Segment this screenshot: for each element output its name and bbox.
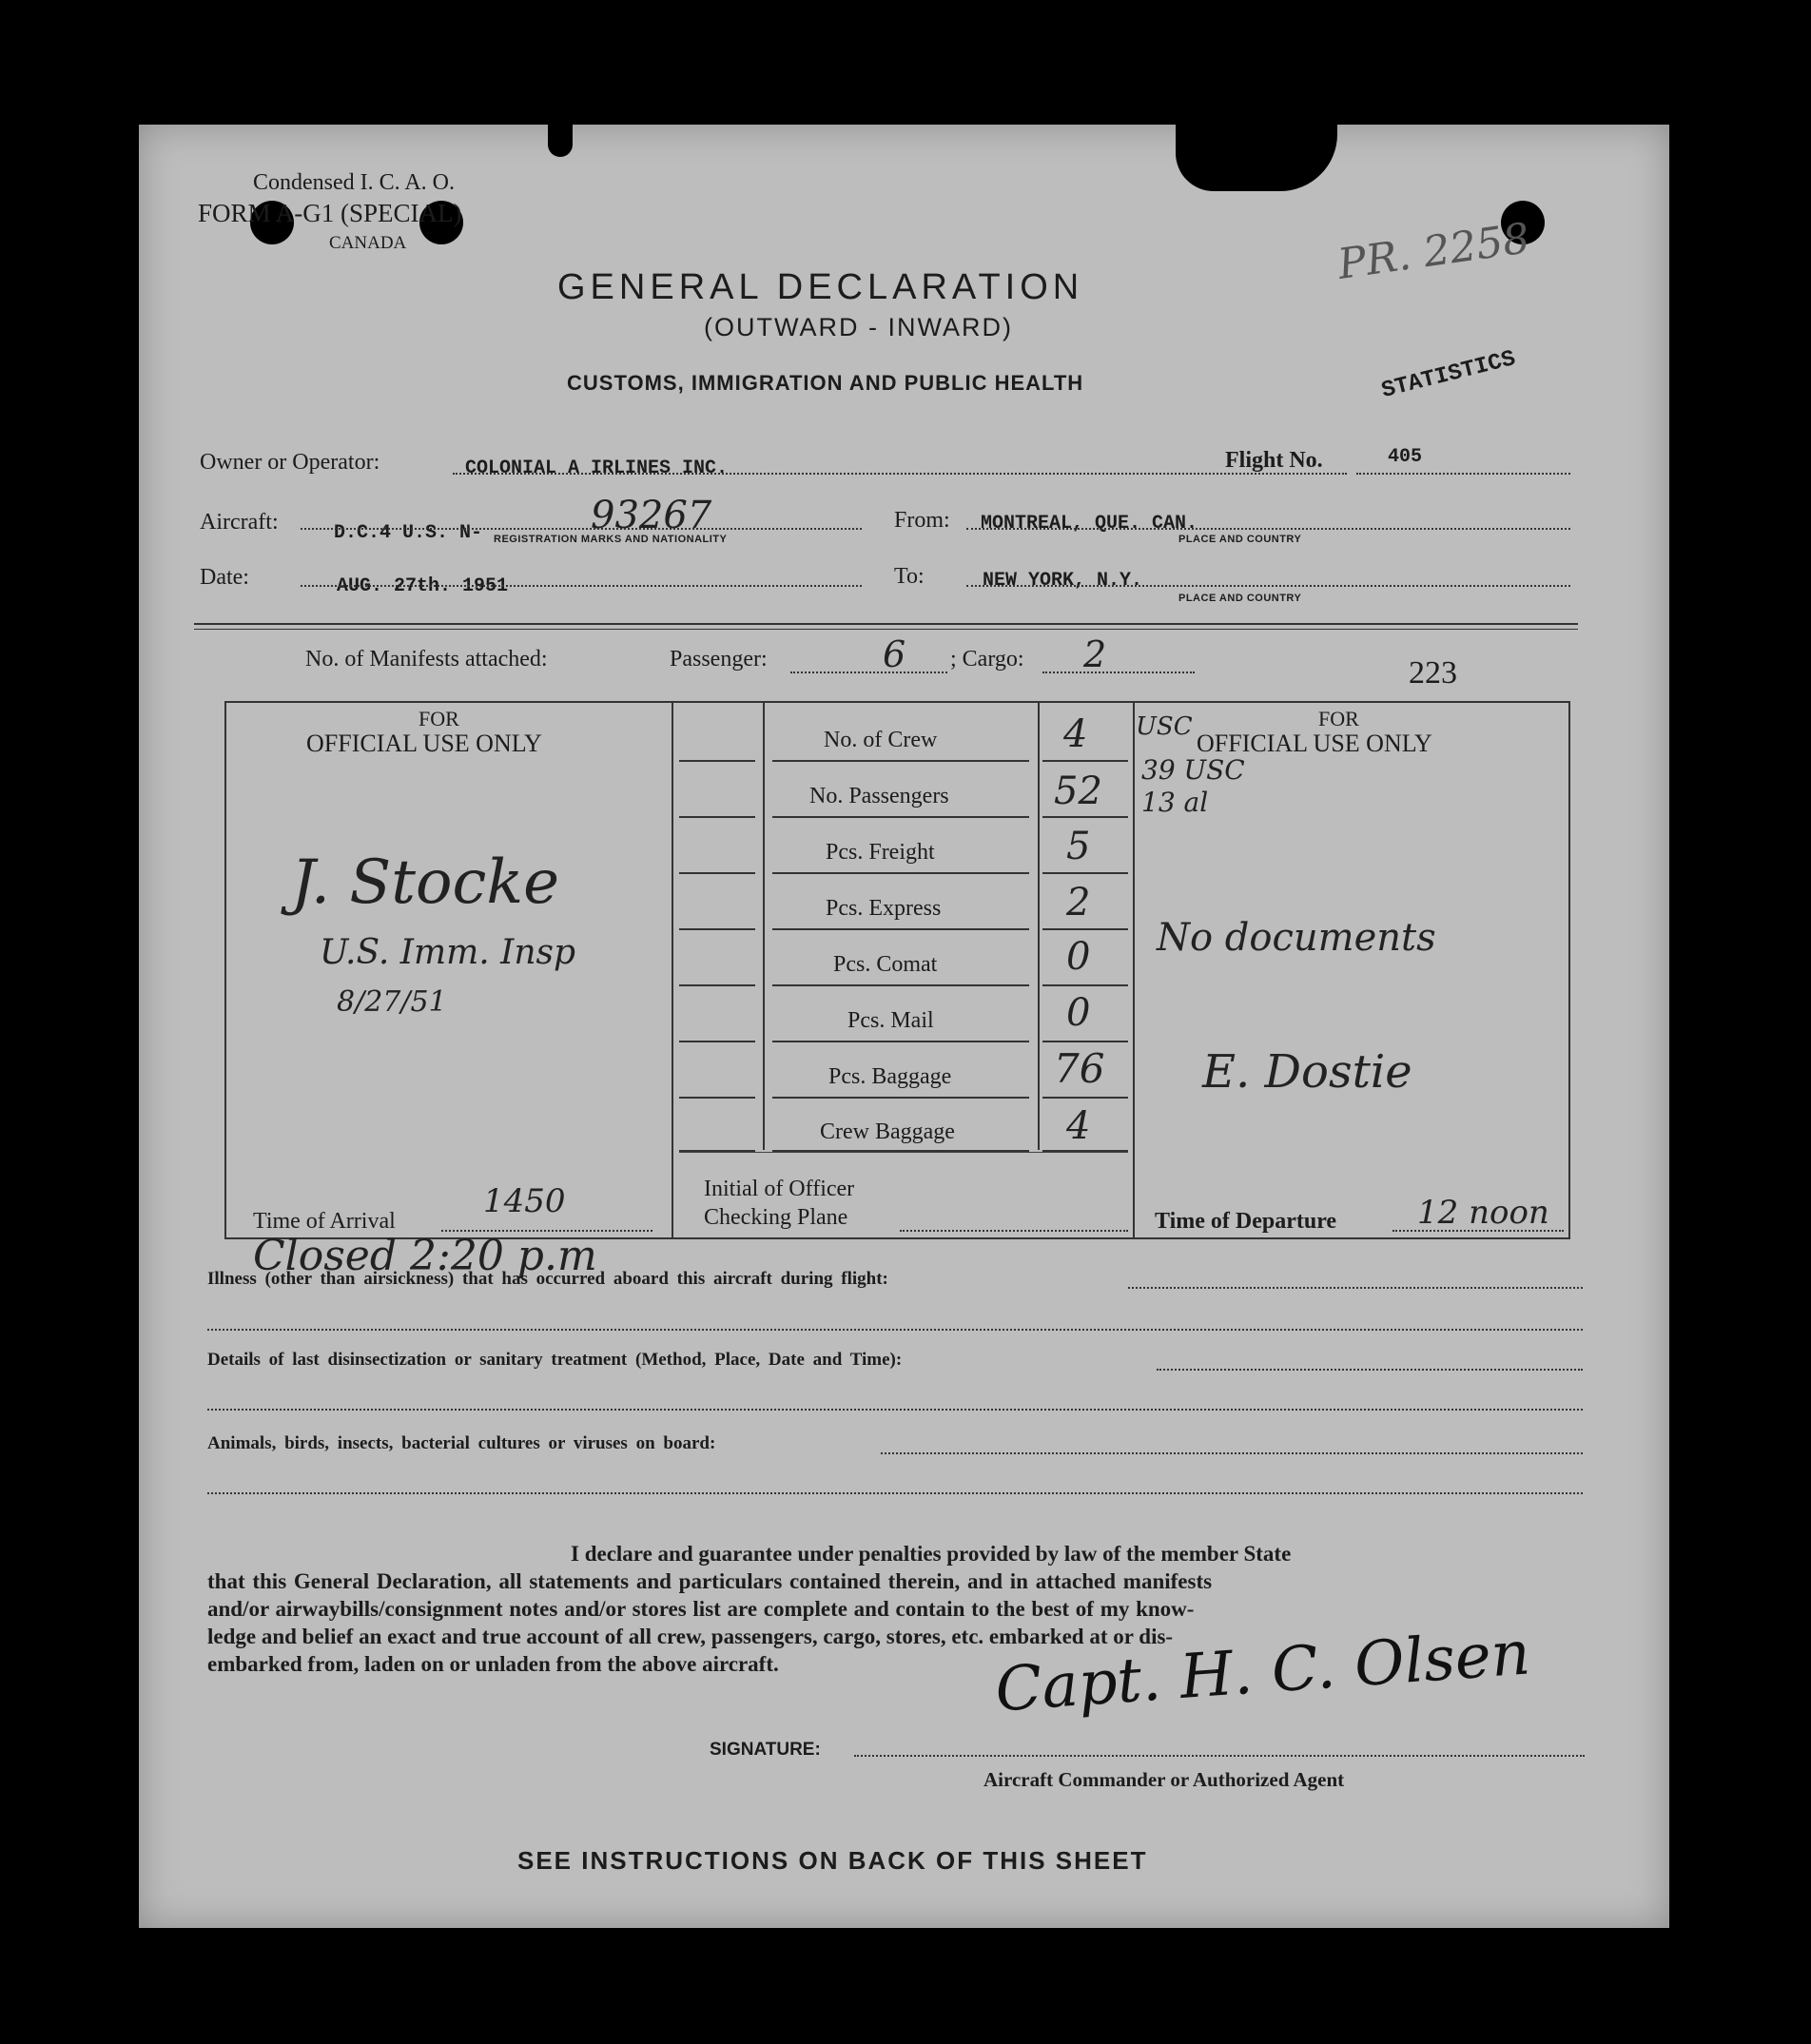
flight-no-value: 405 (1388, 446, 1423, 468)
from-value: MONTREAL, QUE. CAN. (981, 513, 1198, 535)
count-label-comat: Pcs. Comat (833, 952, 938, 977)
count-value-comat: 0 (1066, 935, 1091, 979)
closed-note: Closed 2:20 p.m (253, 1232, 597, 1280)
page-number: 223 (1409, 655, 1457, 691)
official-left-heading: OFFICIAL USE ONLY (306, 730, 542, 757)
count-value-baggage: 76 (1054, 1045, 1105, 1092)
aircraft-registration: 93267 (591, 494, 712, 537)
paper-tear-notch (548, 125, 573, 157)
condensed-label: Condensed I. C. A. O. (253, 170, 455, 195)
passenger-manifest-value: 6 (883, 633, 906, 675)
owner-value: COLONIAL A IRLINES INC. (465, 457, 729, 479)
departure-value: 12 noon (1417, 1194, 1549, 1232)
official-right-note3: No documents (1157, 916, 1436, 960)
from-caption: PLACE AND COUNTRY (1178, 534, 1302, 545)
aircraft-caption: REGISTRATION MARKS AND NATIONALITY (494, 534, 728, 545)
date-label: Date: (200, 565, 249, 590)
count-value-crew-baggage: 4 (1066, 1104, 1091, 1148)
departure-label: Time of Departure (1155, 1209, 1337, 1234)
page-title: GENERAL DECLARATION (557, 267, 1084, 307)
declaration-line: that this General Declaration, all statements and particulars contained therein, and in attached manifests (207, 1569, 1213, 1593)
count-label-baggage: Pcs. Baggage (828, 1064, 952, 1089)
count-value-crew: 4 (1063, 712, 1088, 756)
form-label: FORM A-G1 (SPECIAL) (198, 199, 462, 227)
subheading: CUSTOMS, IMMIGRATION AND PUBLIC HEALTH (567, 371, 1084, 395)
to-label: To: (894, 564, 925, 589)
owner-label: Owner or Operator: (200, 450, 380, 475)
official-left-date: 8/27/51 (337, 985, 447, 1019)
arrival-value: 1450 (483, 1182, 566, 1220)
illness-question: Illness (other than airsickness) that has occurred aboard this aircraft during flight: (207, 1269, 888, 1289)
passenger-manifest-label: Passenger: (670, 647, 768, 672)
initial-label-1: Initial of Officer (704, 1177, 855, 1201)
count-label-freight: Pcs. Freight (826, 840, 935, 865)
official-right-heading: OFFICIAL USE ONLY (1197, 730, 1432, 757)
commander-signature: Capt. H. C. Olsen (993, 1618, 1533, 1726)
stamp-number: PR. 2258 (1334, 214, 1533, 289)
official-right-note2: 13 al (1141, 787, 1209, 818)
declaration-line: embarked from, laden on or unladen from the above aircraft. (207, 1652, 779, 1676)
declaration-line: ledge and belief an exact and true account of all crew, passengers, cargo, stores, etc. embarked at or dis- (207, 1625, 1174, 1648)
arrival-label: Time of Arrival (253, 1209, 396, 1234)
statistics-stamp: STATISTICS (1378, 345, 1519, 405)
signature-caption: Aircraft Commander or Authorized Agent (983, 1768, 1345, 1791)
flight-no-label: Flight No. (1225, 448, 1323, 473)
date-value: AUG. 27th. 1951 (337, 575, 509, 597)
official-left-title: U.S. Imm. Insp (320, 933, 576, 972)
page-subtitle: (OUTWARD - INWARD) (704, 313, 1013, 341)
count-value-mail: 0 (1066, 991, 1091, 1035)
disinsect-question: Details of last disinsectization or sanitary treatment (Method, Place, Date and Time): (207, 1350, 903, 1370)
footer-instructions: SEE INSTRUCTIONS ON BACK OF THIS SHEET (517, 1846, 1148, 1875)
official-right-signature: E. Dostie (1202, 1045, 1412, 1099)
cargo-manifest-label: ; Cargo: (950, 647, 1024, 672)
official-right-for: FOR (1318, 707, 1359, 730)
from-label: From: (894, 508, 950, 533)
official-right-note1: 39 USC (1141, 754, 1245, 786)
aircraft-value: D.C.4 U.S. N- (334, 522, 483, 544)
to-value: NEW YORK, N.Y. (983, 570, 1143, 592)
count-value-freight: 5 (1066, 825, 1091, 868)
count-label-express: Pcs. Express (826, 896, 942, 921)
manifests-label: No. of Manifests attached: (305, 647, 548, 672)
signature-label: SIGNATURE: (710, 1740, 821, 1760)
paper-tear (1176, 125, 1337, 191)
cargo-manifest-value: 2 (1083, 633, 1107, 675)
to-caption: PLACE AND COUNTRY (1178, 593, 1302, 604)
country-label: CANADA (329, 233, 407, 253)
declaration-line: I declare and guarantee under penalties provided by law of the member State (571, 1542, 1292, 1566)
declaration-form (139, 125, 1669, 1928)
animals-question: Animals, birds, insects, bacterial cultures or viruses on board: (207, 1433, 716, 1453)
official-right-note-uc: USC (1136, 712, 1193, 741)
aircraft-label: Aircraft: (200, 510, 279, 535)
count-value-express: 2 (1066, 881, 1091, 925)
count-label-crew-baggage: Crew Baggage (820, 1119, 955, 1144)
declaration-line: and/or airwaybills/consignment notes and/or stores list are complete and contain to the best of my know- (207, 1597, 1195, 1621)
count-label-mail: Pcs. Mail (847, 1008, 934, 1033)
official-left-signature: J. Stocke (291, 847, 559, 918)
initial-label-2: Checking Plane (704, 1205, 848, 1230)
count-label-passengers: No. Passengers (809, 784, 949, 808)
official-left-for: FOR (419, 707, 459, 730)
count-label-crew: No. of Crew (824, 728, 938, 752)
count-value-passengers: 52 (1054, 769, 1102, 813)
